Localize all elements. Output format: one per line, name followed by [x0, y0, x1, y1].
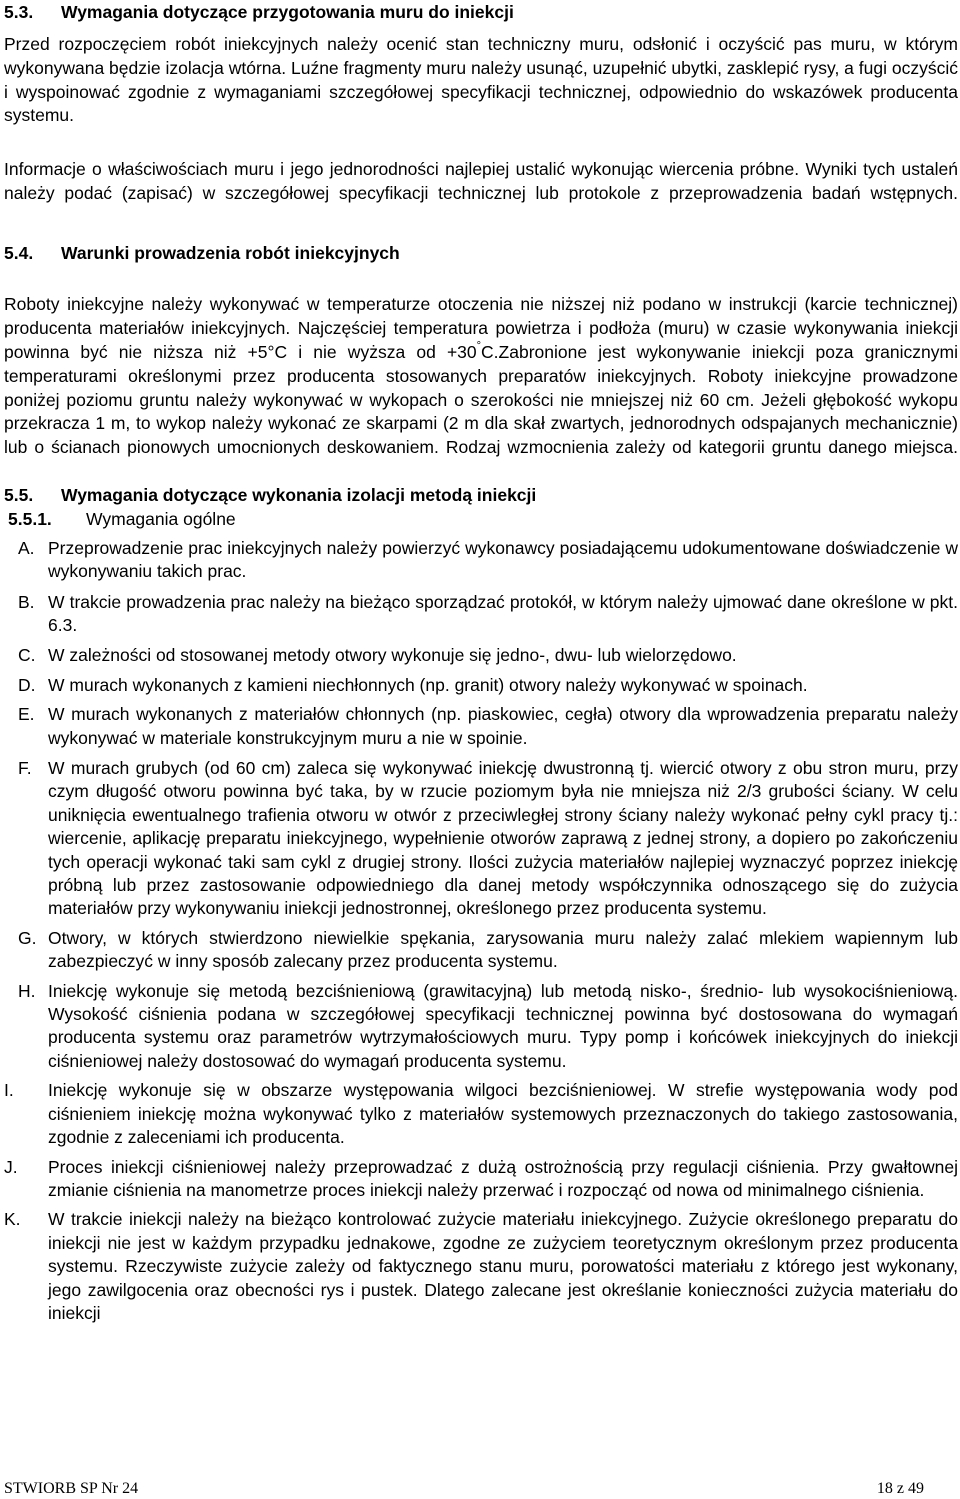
- list-item-text: W murach grubych (od 60 cm) zaleca się wykonywać iniekcję dwustronną tj. wiercić otwory z obu stron muru, przy czym długość otworu powinna być taka, by w rzucie poziomym była nie mniejsza niż 2/3 grubości ściany. W celu uniknięcia ewentualnego trafienia otworu w otwór z przeciwległej strony ściany należy wykonać pełny cykl pracy tj.: wiercenie, aplikację preparatu iniekcyjnego, wypełnienie otworów zaprawą z jednej strony, a dopiero po zakończeniu tych operacji wykonać taki sam cykl z drugiej strony. Ilości zużycia materiałów najlepiej wyznaczyć poprzez iniekcję próbną lub przez zastosowanie odpowiedniego dla danej metody współczynnika odnoszącego się do zużycia materiałów przy wykonywaniu iniekcji jednostronnej, określonego przez producenta systemu.: [48, 758, 958, 919]
- list-item-letter: A.: [18, 537, 35, 558]
- subsection-5-5-1-heading: [8, 508, 958, 531]
- section-title: Wymagania dotyczące przygotowania muru do iniekcji: [61, 2, 514, 22]
- list-item-text: Proces iniekcji ciśnieniowej należy przeprowadzać z dużą ostrożnością przy regulacji ciśnienia. Przy gwałtownej zmianie ciśnienia na manometrze proces iniekcji należy przerwać i rozpocząć od nowa od minimalnego ciśnienia.: [48, 1156, 958, 1200]
- list-item-text: Przeprowadzenie prac iniekcyjnych należy powierzyć wykonawcy posiadającemu udokumentowane doświadczenie w wykonywaniu takich prac.: [48, 537, 958, 582]
- section-number: 5.4.: [4, 243, 34, 264]
- list-item-text: W murach wykonanych z kamieni niechłonnych (np. granit) otwory należy wykonywać w spoinach.: [48, 674, 808, 695]
- list-item: [4, 980, 958, 1074]
- list-item-letter: I.: [4, 1080, 14, 1101]
- list-item: [4, 927, 958, 974]
- list-item-text: Iniekcję wykonuje się metodą bezciśnieniową (grawitacyjną) lub metodą nisko-, średnio- lub wysokociśnieniową. Wysokość ciśnienia podana w szczegółowej specyfikacji technicznej powinna być dostosowana do wymagań producenta systemu oraz parametrów wytrzymałościowych muru. Typy pomp i końcówek iniekcyjnych do iniekcji ciśnieniowej należy dostosować do wymagań producenta systemu.: [48, 980, 958, 1071]
- list-item: [4, 1079, 958, 1149]
- section-5-3-heading: [4, 1, 958, 24]
- list-item: [4, 1208, 958, 1325]
- list-item-letter: J.: [4, 1156, 18, 1177]
- list-item-text: W trakcie iniekcji należy na bieżąco kontrolować zużycie materiału iniekcyjnego. Zużycie określonego preparatu do iniekcji nie jest w każdym przypadku jednakowe, zgodne ze zużyciem teoretycznym określonym przez producenta systemu. Rzeczywiste zużycie zależy od faktycznego stanu muru, porowatości materiału z którego jest wykonany, jego zawilgocenia oraz obecności rys i pustek. Dlatego zalecane jest określanie konieczności zużycia materiału do iniekcji: [48, 1209, 958, 1323]
- section-title: Wymagania dotyczące wykonania izolacji metodą iniekcji: [61, 484, 537, 505]
- paragraph: [4, 293, 958, 483]
- list-item: [4, 537, 958, 584]
- list-item: [4, 644, 958, 667]
- list-item-letter: H.: [18, 980, 36, 1001]
- section-5-4-heading: [4, 242, 958, 265]
- list-item-letter: C.: [18, 645, 36, 666]
- footer-page-number: 18 z 49: [876, 1480, 924, 1497]
- paragraph-part: Roboty iniekcyjne należy wykonywać w temperaturze otoczenia nie niższej niż podano w instrukcji (karcie technicznej) producenta materiałów iniekcyjnych. Najczęściej temperatura powietrza i podłoża (muru) w czasie wykonywania iniekcji powinna być nie niższa niż +5°C i nie wyższa od +30: [4, 294, 958, 362]
- list-item-text: W trakcie prowadzenia prac należy na bieżąco sporządzać protokół, w którym należy ujmować dane określone w pkt. 6.3.: [48, 591, 958, 635]
- subsection-title: Wymagania ogólne: [86, 508, 236, 529]
- list-item-text: Iniekcję wykonuje się w obszarze występowania wilgoci bezciśnieniowej. W strefie występowania wody pod ciśnieniem iniekcję można wykonywać tylko z materiałów systemowych przeznaczonych do takiego zastosowania, zgodnie z zaleceniami ich producenta.: [48, 1080, 958, 1148]
- subsection-number: 5.5.1.: [8, 508, 52, 529]
- list-item-letter: B.: [18, 591, 35, 612]
- degree-sign: °: [476, 339, 482, 352]
- list-item-letter: K.: [4, 1209, 21, 1230]
- list-item-text: Otwory, w których stwierdzono niewielkie spękania, zarysowania muru należy zalać mlekiem wapiennym lub zabezpieczyć w inny sposób zalecany przez producenta systemu.: [48, 927, 958, 972]
- list-item: [4, 591, 958, 638]
- list-item-letter: D.: [18, 674, 36, 695]
- paragraph: Informacje o właściwościach muru i jego jednorodności najlepiej ustalić wykonując wiercenia próbne. Wyniki tych ustaleń należy podać (zapisać) w szczegółowej specyfikacji technicznej lub protokole z przeprowadzenia badań wstępnych.: [4, 158, 958, 203]
- list-item: [4, 703, 958, 750]
- document-page: [4, 0, 958, 1325]
- list-item-letter: F.: [18, 758, 32, 778]
- requirements-list: [4, 537, 958, 1326]
- list-item-letter: E.: [18, 704, 35, 725]
- footer-document-id: STWIORB SP Nr 24: [4, 1480, 139, 1497]
- section-title: Warunki prowadzenia robót iniekcyjnych: [61, 243, 400, 264]
- list-item-letter: G.: [18, 927, 37, 948]
- paragraph: Przed rozpoczęciem robót iniekcyjnych należy ocenić stan techniczny muru, odsłonić i oczyścić pas muru, w którym wykonywana będzie izolacja wtórna. Luźne fragmenty muru należy usunąć, uzupełnić ubytki, zasklepić rysy, a fugi oczyścić i wyspoinować zgodnie z wymaganiami szczegółowej specyfikacji technicznej, odpowiednio do wskazówek producenta systemu.: [4, 34, 958, 126]
- list-item-text: W murach wykonanych z materiałów chłonnych (np. piaskowiec, cegła) otwory dla wprowadzenia preparatu należy wykonywać w materiale konstrukcyjnym muru a nie w spoinie.: [48, 704, 958, 748]
- list-item: [4, 674, 958, 697]
- section-5-5-heading: [4, 484, 958, 507]
- list-item: [4, 757, 958, 921]
- page-footer: [4, 1479, 924, 1499]
- section-number: 5.5.: [4, 484, 34, 505]
- section-number: 5.3.: [4, 2, 34, 22]
- list-item-text: W zależności od stosowanej metody otwory wykonuje się jedno-, dwu- lub wielorzędowo.: [48, 645, 737, 666]
- paragraph-part: C.Zabronione jest wykonywanie iniekcji poza granicznymi temperaturami określonymi przez producenta stosowanych preparatów iniekcyjnych. Roboty iniekcyjne prowadzone poniżej poziomu gruntu należy wykonywać w wykopach o szerokości nie mniejszej niż 60 cm. Jeżeli głębokość wykopu przekracza 1 m, to wykop należy wykonać ze skarpami (2 m dla skał zwartych, jednorodnych odspajanych mechanicznie) lub o ścianach pionowych umocnionych deskowaniem. Rodzaj wzmocnienia zależy od kategorii gruntu danego miejsca.: [4, 341, 958, 458]
- list-item: [4, 1156, 958, 1203]
